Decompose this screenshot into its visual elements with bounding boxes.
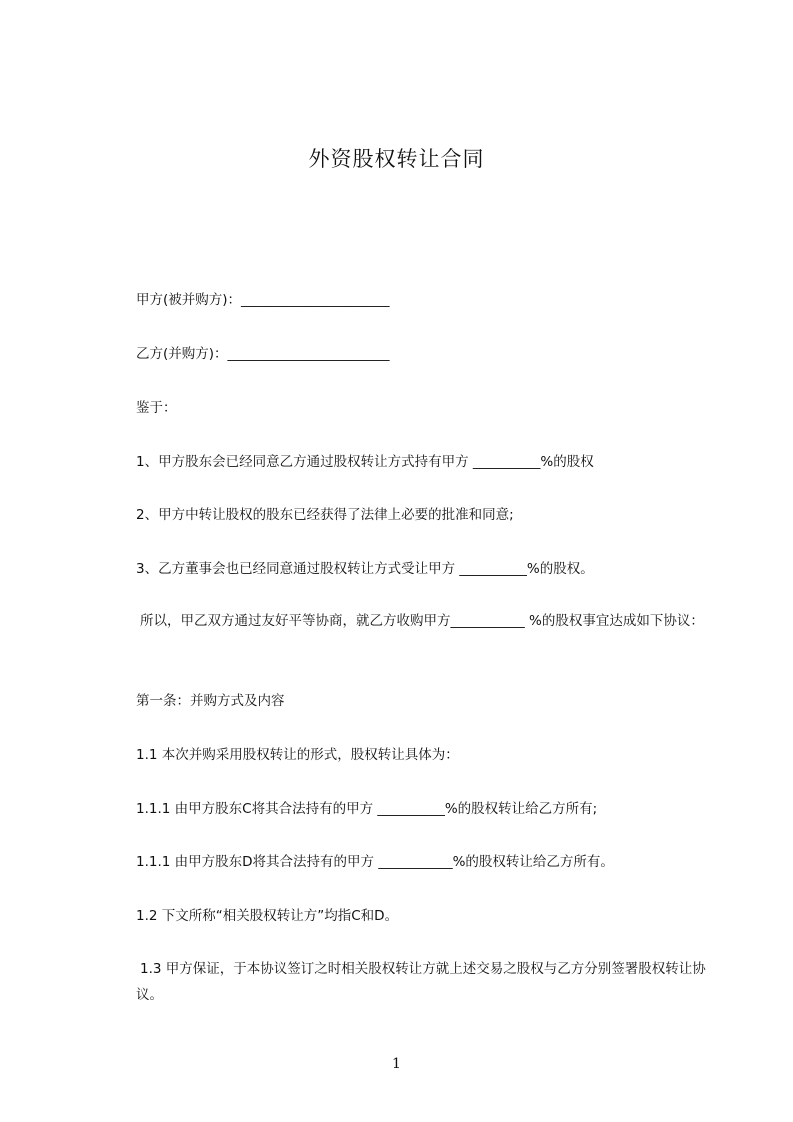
recital-1: 1、甲方股东会已经同意乙方通过股权转让方式持有甲方 __________%的股权 (136, 454, 594, 470)
clause-1-3: 1.3 甲方保证，于本协议签订之时相关股权转让方就上述交易之股权与乙方分别签署股权转让协议。 (136, 961, 706, 1003)
party-a-line: 甲方(被并购方)：______________________ (136, 292, 390, 308)
clause-1-1-1-d: 1.1.1 由甲方股东D将其合法持有的甲方 ___________%的股权转让给乙方所有。 (136, 854, 614, 870)
clause-1-1: 1.1 本次并购采用股权转让的形式，股权转让具体为： (136, 747, 459, 763)
agreement-intro: 所以，甲乙双方通过友好平等协商，就乙方收购甲方___________ %的股权事宜达成如下协议： (140, 613, 704, 629)
page-number: 1 (392, 1056, 401, 1072)
clause-1-2: 1.2 下文所称“相关股权转让方”均指C和D。 (136, 908, 399, 924)
recital-2: 2、甲方中转让股权的股东已经获得了法律上必要的批准和同意; (136, 507, 514, 523)
party-b-line: 乙方(并购方)：________________________ (136, 346, 390, 362)
recital-3: 3、乙方董事会也已经同意通过股权转让方式受让甲方 __________%的股权。 (136, 561, 594, 577)
article-1-heading: 第一条：并购方式及内容 (136, 693, 285, 709)
whereas-heading: 鉴于： (136, 400, 177, 416)
clause-1-1-1-c: 1.1.1 由甲方股东C将其合法持有的甲方 __________%的股权转让给乙方所有; (136, 801, 598, 817)
page-title: 外资股权转让合同 (308, 147, 485, 171)
